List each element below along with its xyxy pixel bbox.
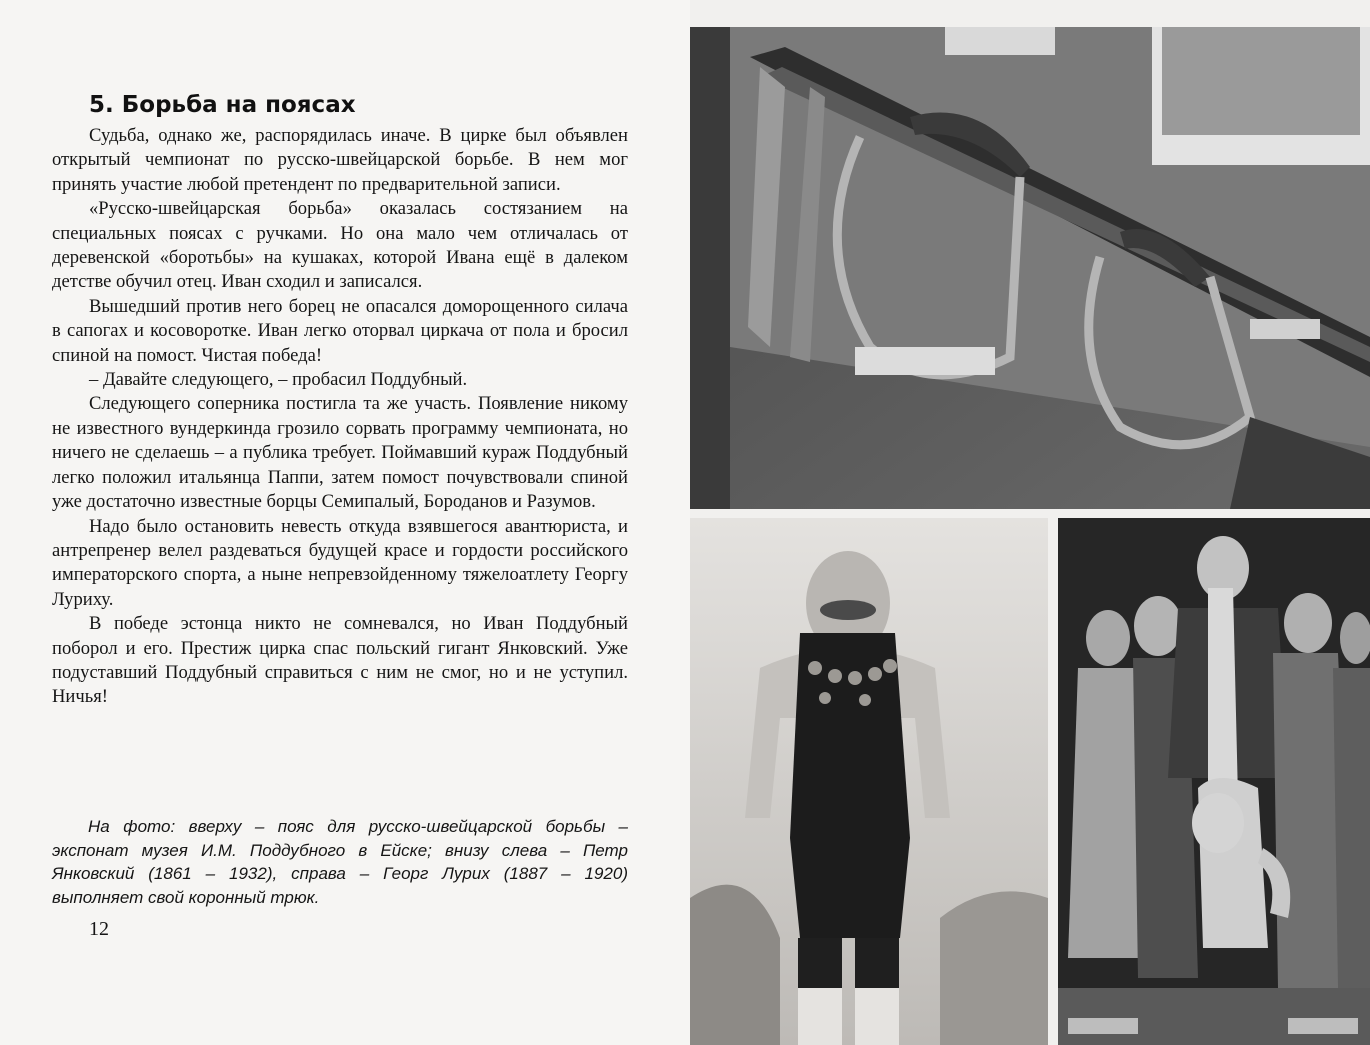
photo-caption	[52, 815, 628, 909]
yankovsky-illustration	[690, 518, 1048, 1045]
paragraph: «Русско-швейцарская борьба» оказалась состязанием на специальных поясах с ручками. Но она мало чем отличалась от деревенской «боротьбы» на кушаках, которой Ивана ещё в далеком детстве обучил отец. Иван сходил и записался.	[52, 198, 628, 293]
page-number: 12	[89, 918, 109, 940]
lurich-illustration	[1058, 518, 1370, 1045]
paragraph: Следующего соперника постигла та же участь. Появление никому не известного вундеркинда грозило сорвать программу чемпионата, но ничего не сделаешь – а публика требует. Поймавший кураж Поддубный легко положил итальянца Паппи, затем помост почувствовали спиной уже достаточно известные борцы Семипалый, Бороданов и Разумов.	[52, 393, 628, 513]
paragraph: Судьба, однако же, распорядилась иначе. В цирке был объявлен открытый чемпионат по русско-швейцарской борьбе. В нем мог принять участие любой претендент по предварительной записи.	[52, 125, 628, 195]
yankovsky-portrait-photo	[690, 518, 1048, 1045]
paragraph: – Давайте следующего, – пробасил Поддубный.	[89, 369, 468, 391]
paragraph: Вышедший против него борец не опасался доморощенного силача в сапогах и косоворотке. Иван легко оторвал циркача от пола и бросил спиной на помост. Чистая победа!	[52, 295, 628, 366]
caption-text: На фото: вверху – пояс для русско-швейцарской борьбы – экспонат музея И.М. Поддубного в Ейске; внизу слева – Петр Янковский (1861 – 1932), справа – Георг Лурих (1887 – 1920) выполняет свой коронный трюк.	[52, 817, 628, 907]
body-text	[52, 124, 628, 710]
belt-exhibit-illustration	[690, 27, 1370, 509]
belt-exhibit-photo	[690, 27, 1370, 509]
lurich-trick-photo	[1058, 518, 1370, 1045]
chapter-heading: 5. Борьба на поясах	[89, 92, 356, 118]
paragraph: Надо было остановить невесть откуда взявшегося авантюриста, и антрепренер велел раздеваться будущей красе и гордости российского императорского спорта, а ныне непревзойденному тяжелоатлету Георгу Луриху.	[52, 515, 628, 610]
paragraph: В победе эстонца никто не сомневался, но Иван Поддубный поборол и его. Престиж цирка спас польский гигант Янковский. Уже подуставший Поддубный справиться с ним не смог, но и не уступил. Ничья!	[52, 613, 628, 708]
